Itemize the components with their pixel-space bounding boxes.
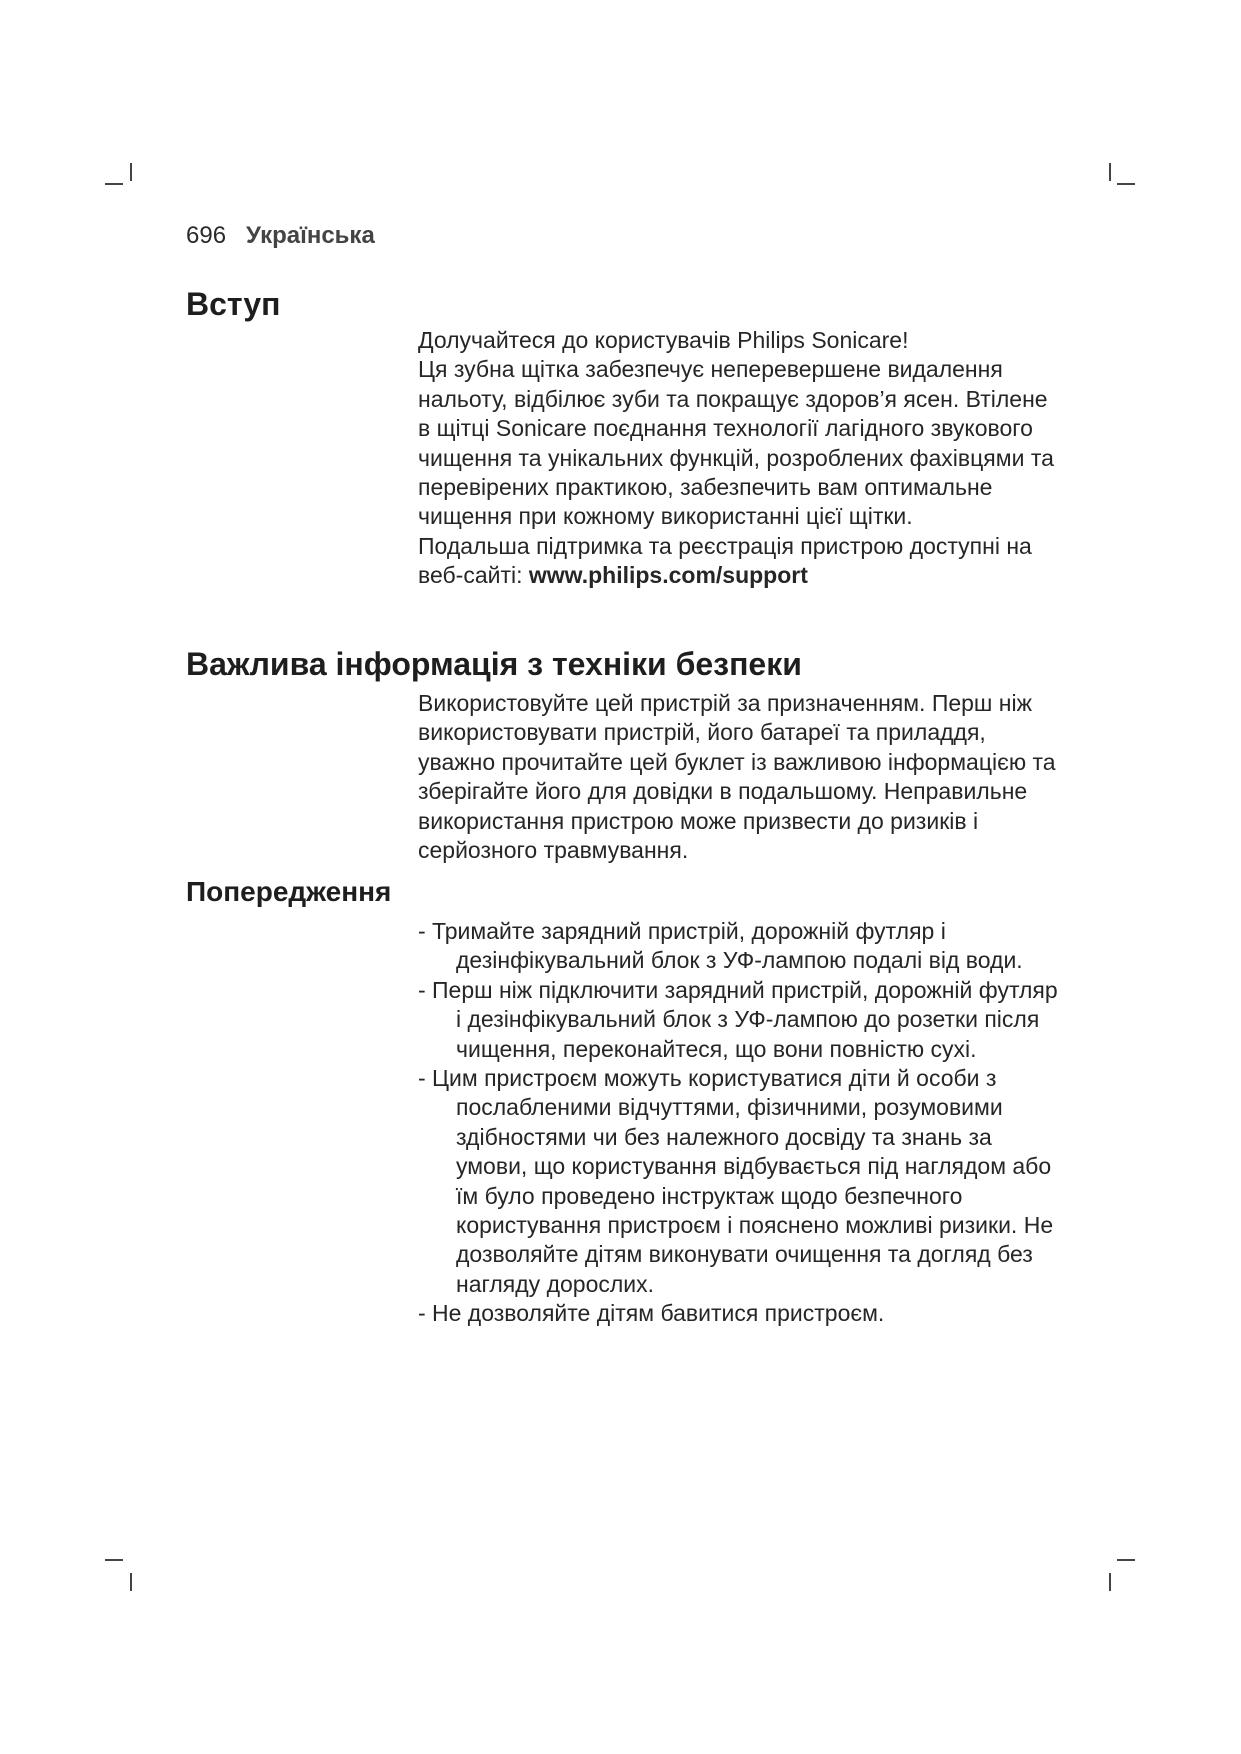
support-text: Подальша підтримка та реєстрація пристрою доступні на веб-сайті: xyxy=(418,532,1032,589)
crop-mark xyxy=(130,1573,132,1591)
crop-mark xyxy=(1109,163,1111,181)
warning-item: - Перш ніж підключити зарядний пристрій, дорожній футляр і дезінфікувальний блок з УФ-лампою до розетки після чищення, переконайтеся, що вони повністю сухі. xyxy=(418,976,1058,1062)
crop-mark xyxy=(1109,1573,1111,1591)
intro-body xyxy=(418,326,1063,591)
intro-support xyxy=(418,532,1063,591)
intro-heading: Вступ xyxy=(186,286,281,322)
warning-list xyxy=(418,917,1063,1329)
intro-welcome: Долучайтеся до користувачів Philips Sonicare! xyxy=(418,327,909,353)
safety-body xyxy=(418,689,1063,865)
page-number: 696 xyxy=(186,222,227,249)
running-header xyxy=(186,222,375,250)
warning-item: - Не дозволяйте дітям бавитися пристроєм. xyxy=(418,1300,885,1327)
intro-description: Ця зубна щітка забезпечує неперевершене видалення нальоту, відбілює зуби та покращує здоров’я ясен. Втілене в щітці Sonicare поєднання технології лагідного звукового чищення та унікальних функцій, розроблених фахівцями та перевірених практикою, забезпечить вам оптимальне чищення при кожному використанні цієї щітки. xyxy=(418,356,1054,530)
crop-mark xyxy=(130,163,132,181)
support-link[interactable]: www.philips.com/support xyxy=(528,562,808,589)
safety-text: Використовуйте цей пристрій за призначенням. Перш ніж використовувати пристрій, його батареї та приладдя, уважно прочитайте цей буклет із важливою інформацією та зберігайте його для довідки в подальшому. Неправильне використання пристрою може призвести до ризиків і серйозного травмування. xyxy=(418,690,1056,864)
warning-heading: Попередження xyxy=(186,876,392,907)
crop-mark xyxy=(105,1559,123,1561)
warning-item: - Тримайте зарядний пристрій, дорожній футляр і дезінфікувальний блок з УФ-лампою подалі від води. xyxy=(418,918,1023,974)
safety-heading: Важлива інформація з техніки безпеки xyxy=(186,646,802,682)
crop-mark xyxy=(1117,1559,1135,1561)
crop-mark xyxy=(105,183,123,185)
warning-body xyxy=(418,917,1063,1329)
warning-item: - Цим пристроєм можуть користуватися діти й особи з послабленими відчуттями, фізичними, розумовими здібностями чи без належного досвіду та знань за умови, що користування відбувається під наглядом або їм було проведено інструктаж щодо безпечного користування пристроєм і пояснено можливі ризики. Не дозволяйте дітям виконувати очищення та догляд без нагляду дорослих. xyxy=(418,1065,1054,1297)
crop-mark xyxy=(1117,183,1135,185)
language-label: Українська xyxy=(246,222,375,249)
